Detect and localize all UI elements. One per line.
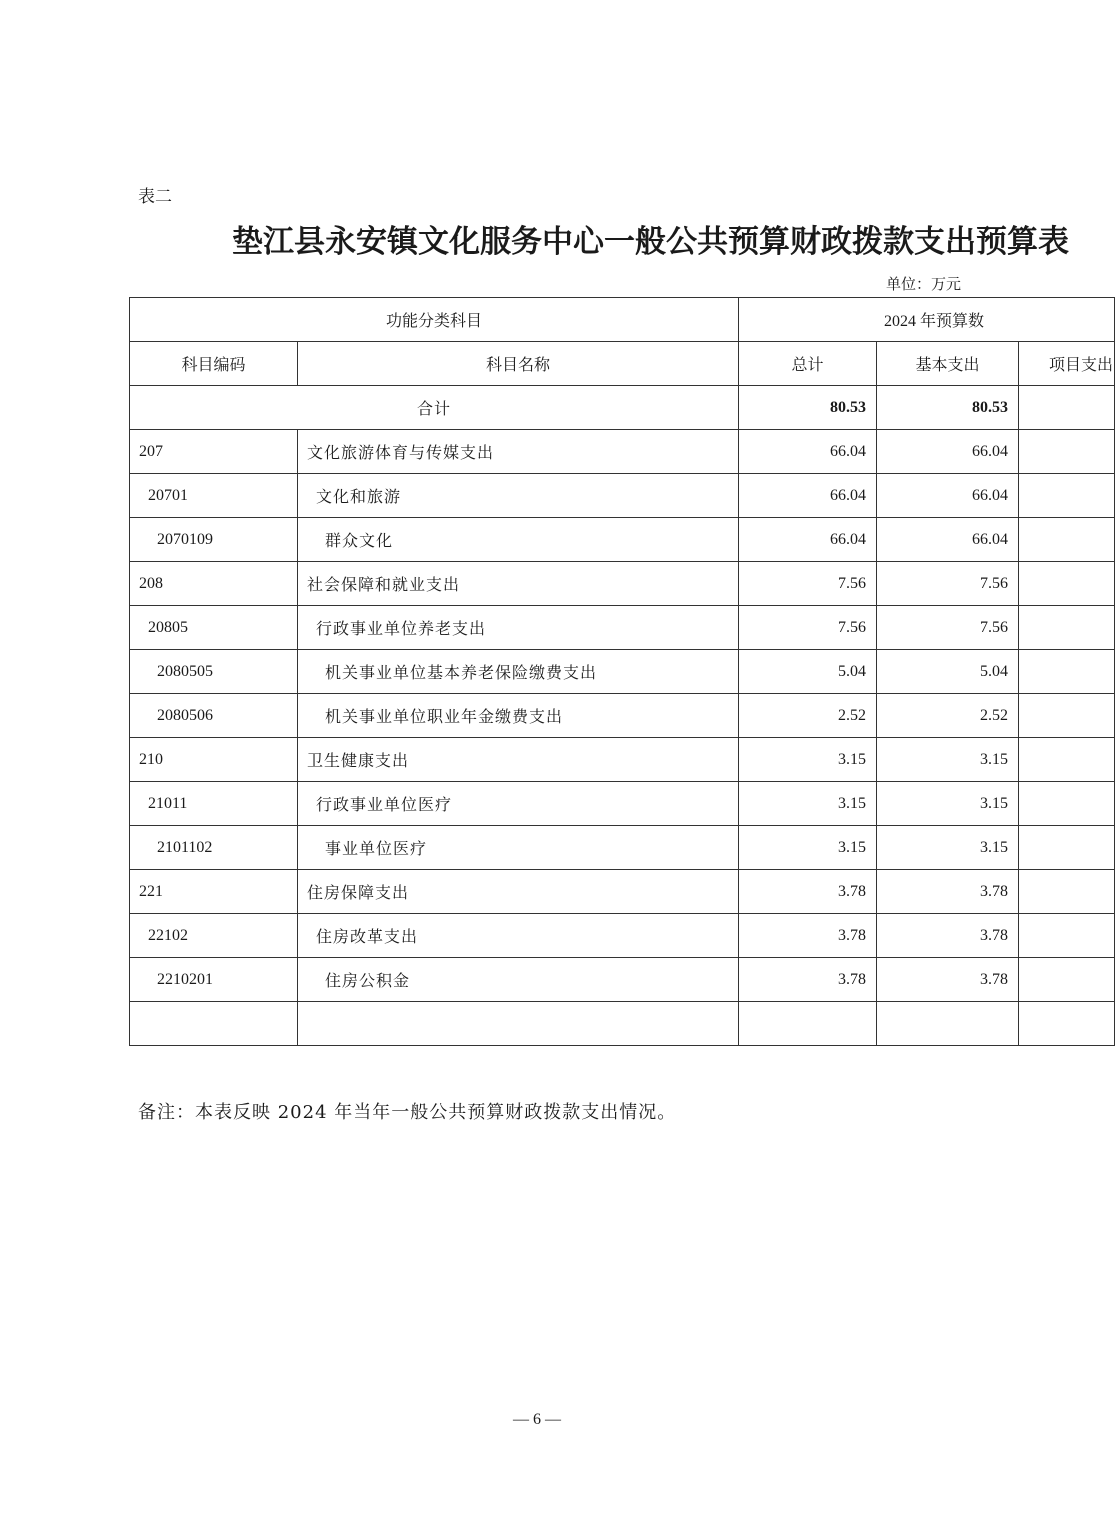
name-cell: 机关事业单位基本养老保险缴费支出 <box>298 650 739 694</box>
total-total: 80.53 <box>739 386 877 430</box>
basic-cell: 2.52 <box>877 694 1019 738</box>
code-cell: 208 <box>130 562 298 606</box>
name-cell: 住房保障支出 <box>298 870 739 914</box>
project-cell <box>1019 650 1115 694</box>
header-name: 科目名称 <box>298 342 739 386</box>
code-cell: 20805 <box>130 606 298 650</box>
header-project: 项目支出 <box>1019 342 1115 386</box>
table-row <box>130 430 1115 474</box>
total-cell: 7.56 <box>739 562 877 606</box>
basic-cell: 66.04 <box>877 518 1019 562</box>
total-cell: 3.78 <box>739 870 877 914</box>
basic-cell: 66.04 <box>877 430 1019 474</box>
code-cell: 21011 <box>130 782 298 826</box>
total-cell: 66.04 <box>739 518 877 562</box>
project-cell <box>1019 958 1115 1002</box>
name-cell: 群众文化 <box>298 518 739 562</box>
header-function-category: 功能分类科目 <box>130 298 739 342</box>
project-cell <box>1019 474 1115 518</box>
code-cell: 221 <box>130 870 298 914</box>
basic-cell <box>877 1002 1019 1046</box>
header-row-columns <box>130 342 1115 386</box>
table-row <box>130 694 1115 738</box>
basic-cell: 7.56 <box>877 562 1019 606</box>
table-row <box>130 914 1115 958</box>
basic-cell: 3.15 <box>877 826 1019 870</box>
project-cell <box>1019 430 1115 474</box>
name-cell: 住房公积金 <box>298 958 739 1002</box>
basic-cell: 7.56 <box>877 606 1019 650</box>
total-cell: 2.52 <box>739 694 877 738</box>
header-budget-year: 2024 年预算数 <box>739 298 1115 342</box>
project-cell <box>1019 914 1115 958</box>
name-cell: 行政事业单位医疗 <box>298 782 739 826</box>
total-cell: 3.15 <box>739 738 877 782</box>
code-cell: 2080506 <box>130 694 298 738</box>
total-cell: 3.78 <box>739 958 877 1002</box>
total-cell <box>739 1002 877 1046</box>
basic-cell: 3.78 <box>877 958 1019 1002</box>
total-cell: 66.04 <box>739 430 877 474</box>
table-label: 表二 <box>138 187 172 207</box>
basic-cell: 5.04 <box>877 650 1019 694</box>
header-row-group <box>130 298 1115 342</box>
table-row <box>130 1002 1115 1046</box>
total-label: 合计 <box>130 386 739 430</box>
name-cell: 卫生健康支出 <box>298 738 739 782</box>
total-cell: 3.78 <box>739 914 877 958</box>
table-row <box>130 870 1115 914</box>
name-cell: 行政事业单位养老支出 <box>298 606 739 650</box>
code-cell: 2210201 <box>130 958 298 1002</box>
table-row <box>130 958 1115 1002</box>
total-cell: 66.04 <box>739 474 877 518</box>
page-number: — 6 — <box>513 1411 561 1428</box>
basic-cell: 3.78 <box>877 914 1019 958</box>
header-basic: 基本支出 <box>877 342 1019 386</box>
name-cell: 社会保障和就业支出 <box>298 562 739 606</box>
code-cell: 2101102 <box>130 826 298 870</box>
name-cell <box>298 1002 739 1046</box>
basic-cell: 3.15 <box>877 782 1019 826</box>
code-cell: 210 <box>130 738 298 782</box>
table-row <box>130 826 1115 870</box>
project-cell <box>1019 782 1115 826</box>
project-cell <box>1019 1002 1115 1046</box>
code-cell: 22102 <box>130 914 298 958</box>
footnote: 备注：本表反映 2024 年当年一般公共预算财政拨款支出情况。 <box>138 1102 677 1123</box>
table-row <box>130 518 1115 562</box>
total-project <box>1019 386 1115 430</box>
basic-cell: 3.15 <box>877 738 1019 782</box>
code-cell <box>130 1002 298 1046</box>
total-cell: 3.15 <box>739 782 877 826</box>
unit-label: 单位：万元 <box>886 275 962 293</box>
project-cell <box>1019 518 1115 562</box>
total-row <box>130 386 1115 430</box>
total-cell: 7.56 <box>739 606 877 650</box>
project-cell <box>1019 826 1115 870</box>
code-cell: 207 <box>130 430 298 474</box>
project-cell <box>1019 606 1115 650</box>
total-cell: 5.04 <box>739 650 877 694</box>
total-basic: 80.53 <box>877 386 1019 430</box>
name-cell: 住房改革支出 <box>298 914 739 958</box>
table-row <box>130 782 1115 826</box>
basic-cell: 66.04 <box>877 474 1019 518</box>
code-cell: 2070109 <box>130 518 298 562</box>
project-cell <box>1019 562 1115 606</box>
project-cell <box>1019 870 1115 914</box>
name-cell: 机关事业单位职业年金缴费支出 <box>298 694 739 738</box>
header-total: 总计 <box>739 342 877 386</box>
budget-table <box>129 297 1115 1046</box>
name-cell: 事业单位医疗 <box>298 826 739 870</box>
table-row <box>130 562 1115 606</box>
code-cell: 20701 <box>130 474 298 518</box>
name-cell: 文化旅游体育与传媒支出 <box>298 430 739 474</box>
table-row <box>130 650 1115 694</box>
basic-cell: 3.78 <box>877 870 1019 914</box>
project-cell <box>1019 738 1115 782</box>
project-cell <box>1019 694 1115 738</box>
table-row <box>130 474 1115 518</box>
name-cell: 文化和旅游 <box>298 474 739 518</box>
table-row <box>130 606 1115 650</box>
code-cell: 2080505 <box>130 650 298 694</box>
header-code: 科目编码 <box>130 342 298 386</box>
table-row <box>130 738 1115 782</box>
page-title: 垫江县永安镇文化服务中心一般公共预算财政拨款支出预算表 <box>232 224 1069 260</box>
total-cell: 3.15 <box>739 826 877 870</box>
